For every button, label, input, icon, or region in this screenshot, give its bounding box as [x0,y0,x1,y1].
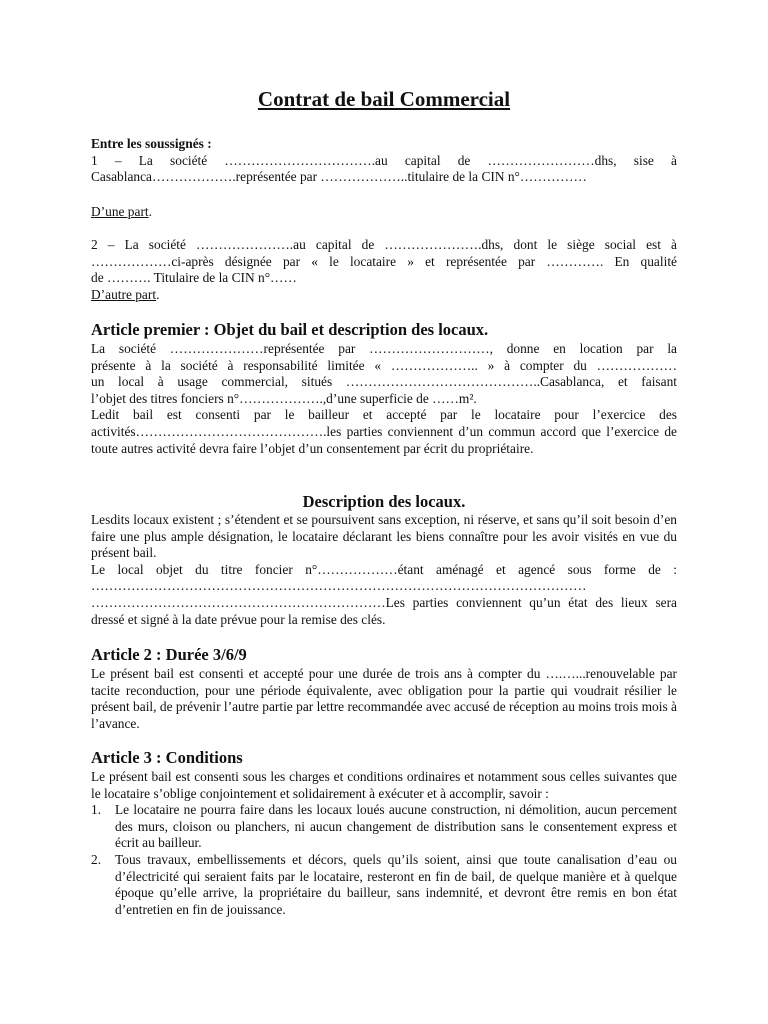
parties-section [91,136,677,186]
party1-line2: Casablanca……………….représentée par ………………..titulaire de la CIN n°…………… [91,169,587,185]
part1-label: D’une part [91,204,149,219]
description-line1: Le local objet du titre foncier n°………………étant aménagé et agencé sous forme de : [91,561,677,577]
description-paragraph1: Lesdits locaux existent ; s’étendent et se poursuivent sans exception, ni réserve, et sans qu’il soit besoin d’en faire une plus ample désignation, le locataire déclarant les biens connaître pour les avoir visités en vue du présent bail. [91,512,677,561]
article3-body [91,769,677,918]
list-item-text: Le locataire ne pourra faire dans les locaux loués aucune construction, ni démolition, aucun percement des murs, cloison ou planchers, ni aucun changement de distribution sans le consentement express et écrit au bailleur. [115,802,677,851]
description-line2: ………………………………………………………………………………………………… [91,578,587,594]
parties-heading: Entre les soussignés : [91,136,212,151]
article1-line4: l’objet des titres fonciers n°……………….,d’une superficie de ……m². [91,390,477,406]
article1-paragraph2: Ledit bail est consenti par le bailleur et accepté par le locataire pour l’exercice des activités…………………………………….les parties conviennent d’un commun accord que l’exercice de toute autres activité devra faire l’objet d’un consentement par écrit du propriétaire. [91,407,677,456]
party2-section [91,237,677,303]
description-heading: Description des locaux. [302,492,466,511]
conditions-list [91,802,677,918]
description-paragraph2-rest: …………………………………………………………Les parties conviennent qu’un état des lieux sera dressé et signé à la date prévue pour la remise des clés. [91,594,677,627]
article1-line1: La société …………………représentée par ………………………, donne en location par la [91,341,677,356]
article2-heading: Article 2 : Durée 3/6/9 [91,645,247,664]
party1-line1: 1 – La société …………………………….au capital de ……………………dhs, sise à [91,152,677,168]
article3-intro: Le présent bail est consenti sous les charges et conditions ordinaires et notamment sous celles suivantes que le locataire s’oblige conjointement et solidairement à exécuter et à accomplir, savoir : [91,769,677,801]
article2-paragraph: Le présent bail est consenti et accepté pour une durée de trois ans à compter du ….…...renouvelable par tacite reconduction, pour une période équivalente, avec obligation pour la partie qui voudrait résilier le présent bail, de prévenir l’autre partie par lettre recommandée avec accusé de réception au moins trois mois à l’avance. [91,666,677,731]
article1-line2: présente à la société à responsabilité limitée « ……………….. » à compter du ……………… [91,357,677,373]
list-item-number: 2. [91,851,102,867]
article1-heading: Article premier : Objet du bail et description des locaux. [91,320,489,339]
part2-dot: . [156,286,160,302]
list-item-text: Tous travaux, embellissements et décors, quels qu’ils soient, ainsi que toute canalisation d’eau ou d’électricité qui seraient faits par le locataire, resteront en fin de bail, de quelque manière et à quelque époque qu’elle arrive, la propriétaire du bailleur, sans indemnité, et devront être remis en bon état d’entretien en fin de jouissance. [115,851,677,917]
party2-line1: 2 – La société ………………….au capital de ………………….dhs, dont le siège social est à [91,237,677,252]
description-body [91,512,677,628]
article1-line3: un local à usage commercial, situés ……………………………………..Casablanca, et faisant [91,374,677,390]
page-title: Contrat de bail Commercial [257,87,511,111]
article1-body [91,341,677,457]
part1-dot: . [148,204,152,219]
part1-label-line [91,204,677,221]
list-item-number: 1. [91,802,102,818]
part2-label: D’autre part [91,286,157,302]
article3-heading: Article 3 : Conditions [91,748,243,767]
party2-line3: de ………. Titulaire de la CIN n°…… [91,270,297,286]
list-item [91,852,677,918]
list-item [91,802,677,852]
party2-line2: ………………ci-après désignée par « le locataire » et représentée par …………. En qualité [91,253,677,269]
